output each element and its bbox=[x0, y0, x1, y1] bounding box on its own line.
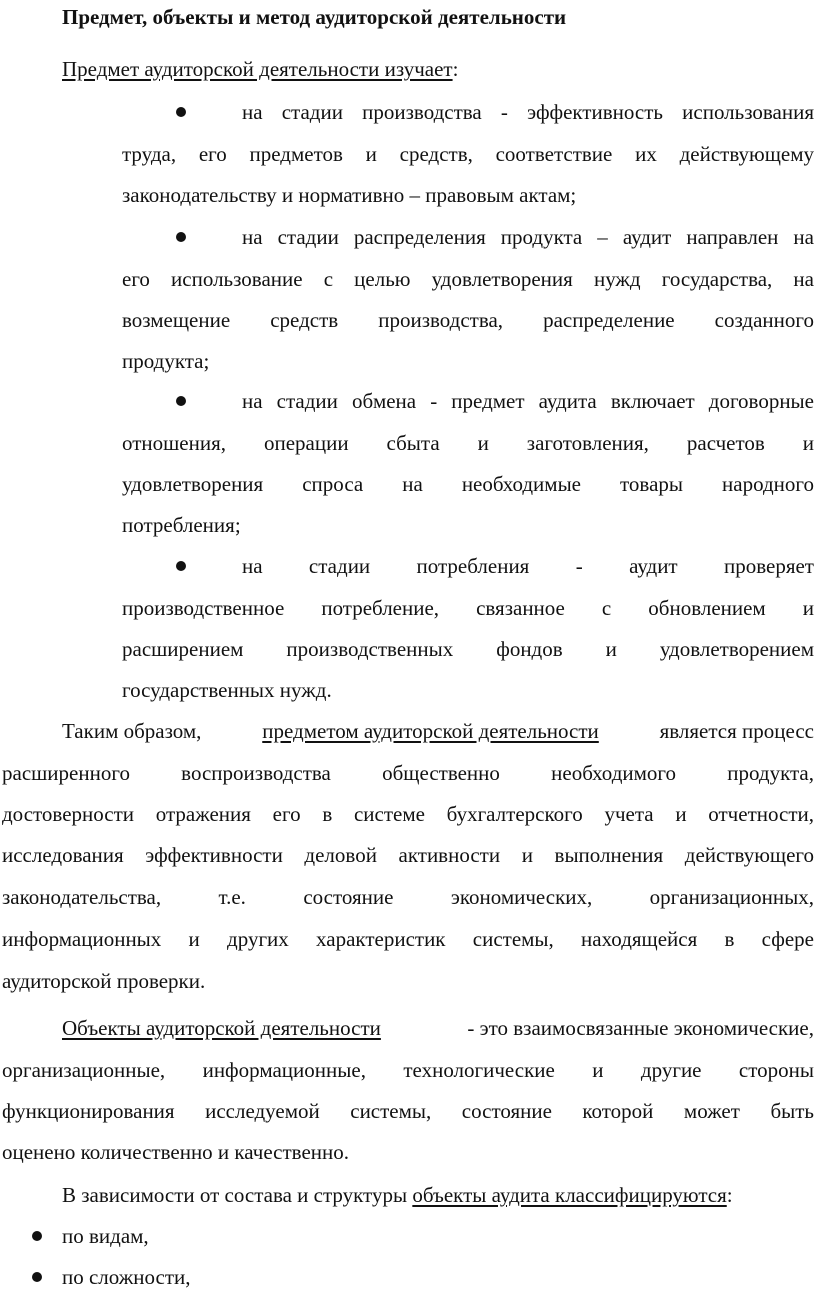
objects-line-2: организационные, информационные, технологические и другие стороны bbox=[2, 1058, 814, 1082]
classification-item-2: по сложности, bbox=[62, 1265, 191, 1289]
stage-1-line-1: на стадии производства - эффективность использования bbox=[242, 100, 814, 124]
conclusion-tail: является процесс bbox=[659, 719, 814, 743]
document-title: Предмет, объекты и метод аудиторской деятельности bbox=[62, 5, 567, 29]
stage-2-line-3: возмещение средств производства, распределение созданного bbox=[122, 308, 814, 332]
objects-first-line bbox=[62, 1013, 814, 1043]
stage-3-line-3: удовлетворения спроса на необходимые товары народного bbox=[122, 472, 814, 496]
stage-4-line-2: производственное потребление, связанное с обновлением и bbox=[122, 596, 814, 620]
objects-underlined: Объекты аудиторской деятельности bbox=[62, 1016, 381, 1040]
bullet-icon bbox=[176, 107, 186, 117]
conclusion-line-4: исследования эффективности деловой активности и выполнения действующего bbox=[2, 843, 814, 867]
bullet-icon bbox=[176, 396, 186, 406]
bullet-icon bbox=[32, 1231, 42, 1241]
stage-4-line-3: расширением производственных фондов и удовлетворением bbox=[122, 637, 814, 661]
stage-3-line-2: отношения, операции сбыта и заготовления, расчетов и bbox=[122, 431, 814, 455]
conclusion-first-line bbox=[62, 716, 814, 746]
objects-line-3: функционирования исследуемой системы, состояние которой может быть bbox=[2, 1099, 814, 1123]
conclusion-line-5: законодательства, т.е. состояние экономических, организационных, bbox=[2, 885, 814, 909]
conclusion-underlined: предметом аудиторской деятельности bbox=[262, 719, 599, 743]
stage-2-line-1: на стадии распределения продукта – аудит направлен на bbox=[242, 225, 814, 249]
classification-colon: : bbox=[726, 1183, 733, 1207]
conclusion-line-6: информационных и других характеристик системы, находящейся в сфере bbox=[2, 927, 814, 951]
bullet-icon bbox=[32, 1272, 42, 1282]
classification-underlined: объекты аудита классифицируются bbox=[412, 1183, 727, 1207]
stage-4-line-4: государственных нужд. bbox=[122, 678, 332, 702]
stage-2-line-4: продукта; bbox=[122, 349, 210, 373]
classification-lead: В зависимости от состава и структуры bbox=[62, 1183, 408, 1207]
intro-line bbox=[62, 54, 458, 84]
stage-1-line-3: законодательству и нормативно – правовым актам; bbox=[122, 183, 577, 207]
stage-3-line-4: потребления; bbox=[122, 513, 241, 537]
stage-2-line-2: его использование с целью удовлетворения нужд государства, на bbox=[122, 267, 814, 291]
conclusion-line-2: расширенного воспроизводства общественно необходимого продукта, bbox=[2, 761, 814, 785]
classification-item-1: по видам, bbox=[62, 1224, 149, 1248]
intro-colon: : bbox=[452, 57, 459, 81]
bullet-icon bbox=[176, 561, 186, 571]
intro-underlined: Предмет аудиторской деятельности изучает bbox=[62, 57, 453, 81]
objects-tail: - это взаимосвязанные экономические, bbox=[467, 1016, 814, 1040]
stage-3-line-1: на стадии обмена - предмет аудита включает договорные bbox=[242, 389, 814, 413]
conclusion-line-3: достоверности отражения его в системе бухгалтерского учета и отчетности, bbox=[2, 802, 814, 826]
stage-4-line-1: на стадии потребления - аудит проверяет bbox=[242, 554, 814, 578]
classification-line bbox=[62, 1180, 733, 1210]
stage-1-line-2: труда, его предметов и средств, соответствие их действующему bbox=[122, 142, 814, 166]
bullet-icon bbox=[176, 232, 186, 242]
conclusion-line-7: аудиторской проверки. bbox=[2, 969, 206, 993]
objects-line-4: оценено количественно и качественно. bbox=[2, 1140, 350, 1164]
conclusion-lead: Таким образом, bbox=[62, 719, 202, 743]
